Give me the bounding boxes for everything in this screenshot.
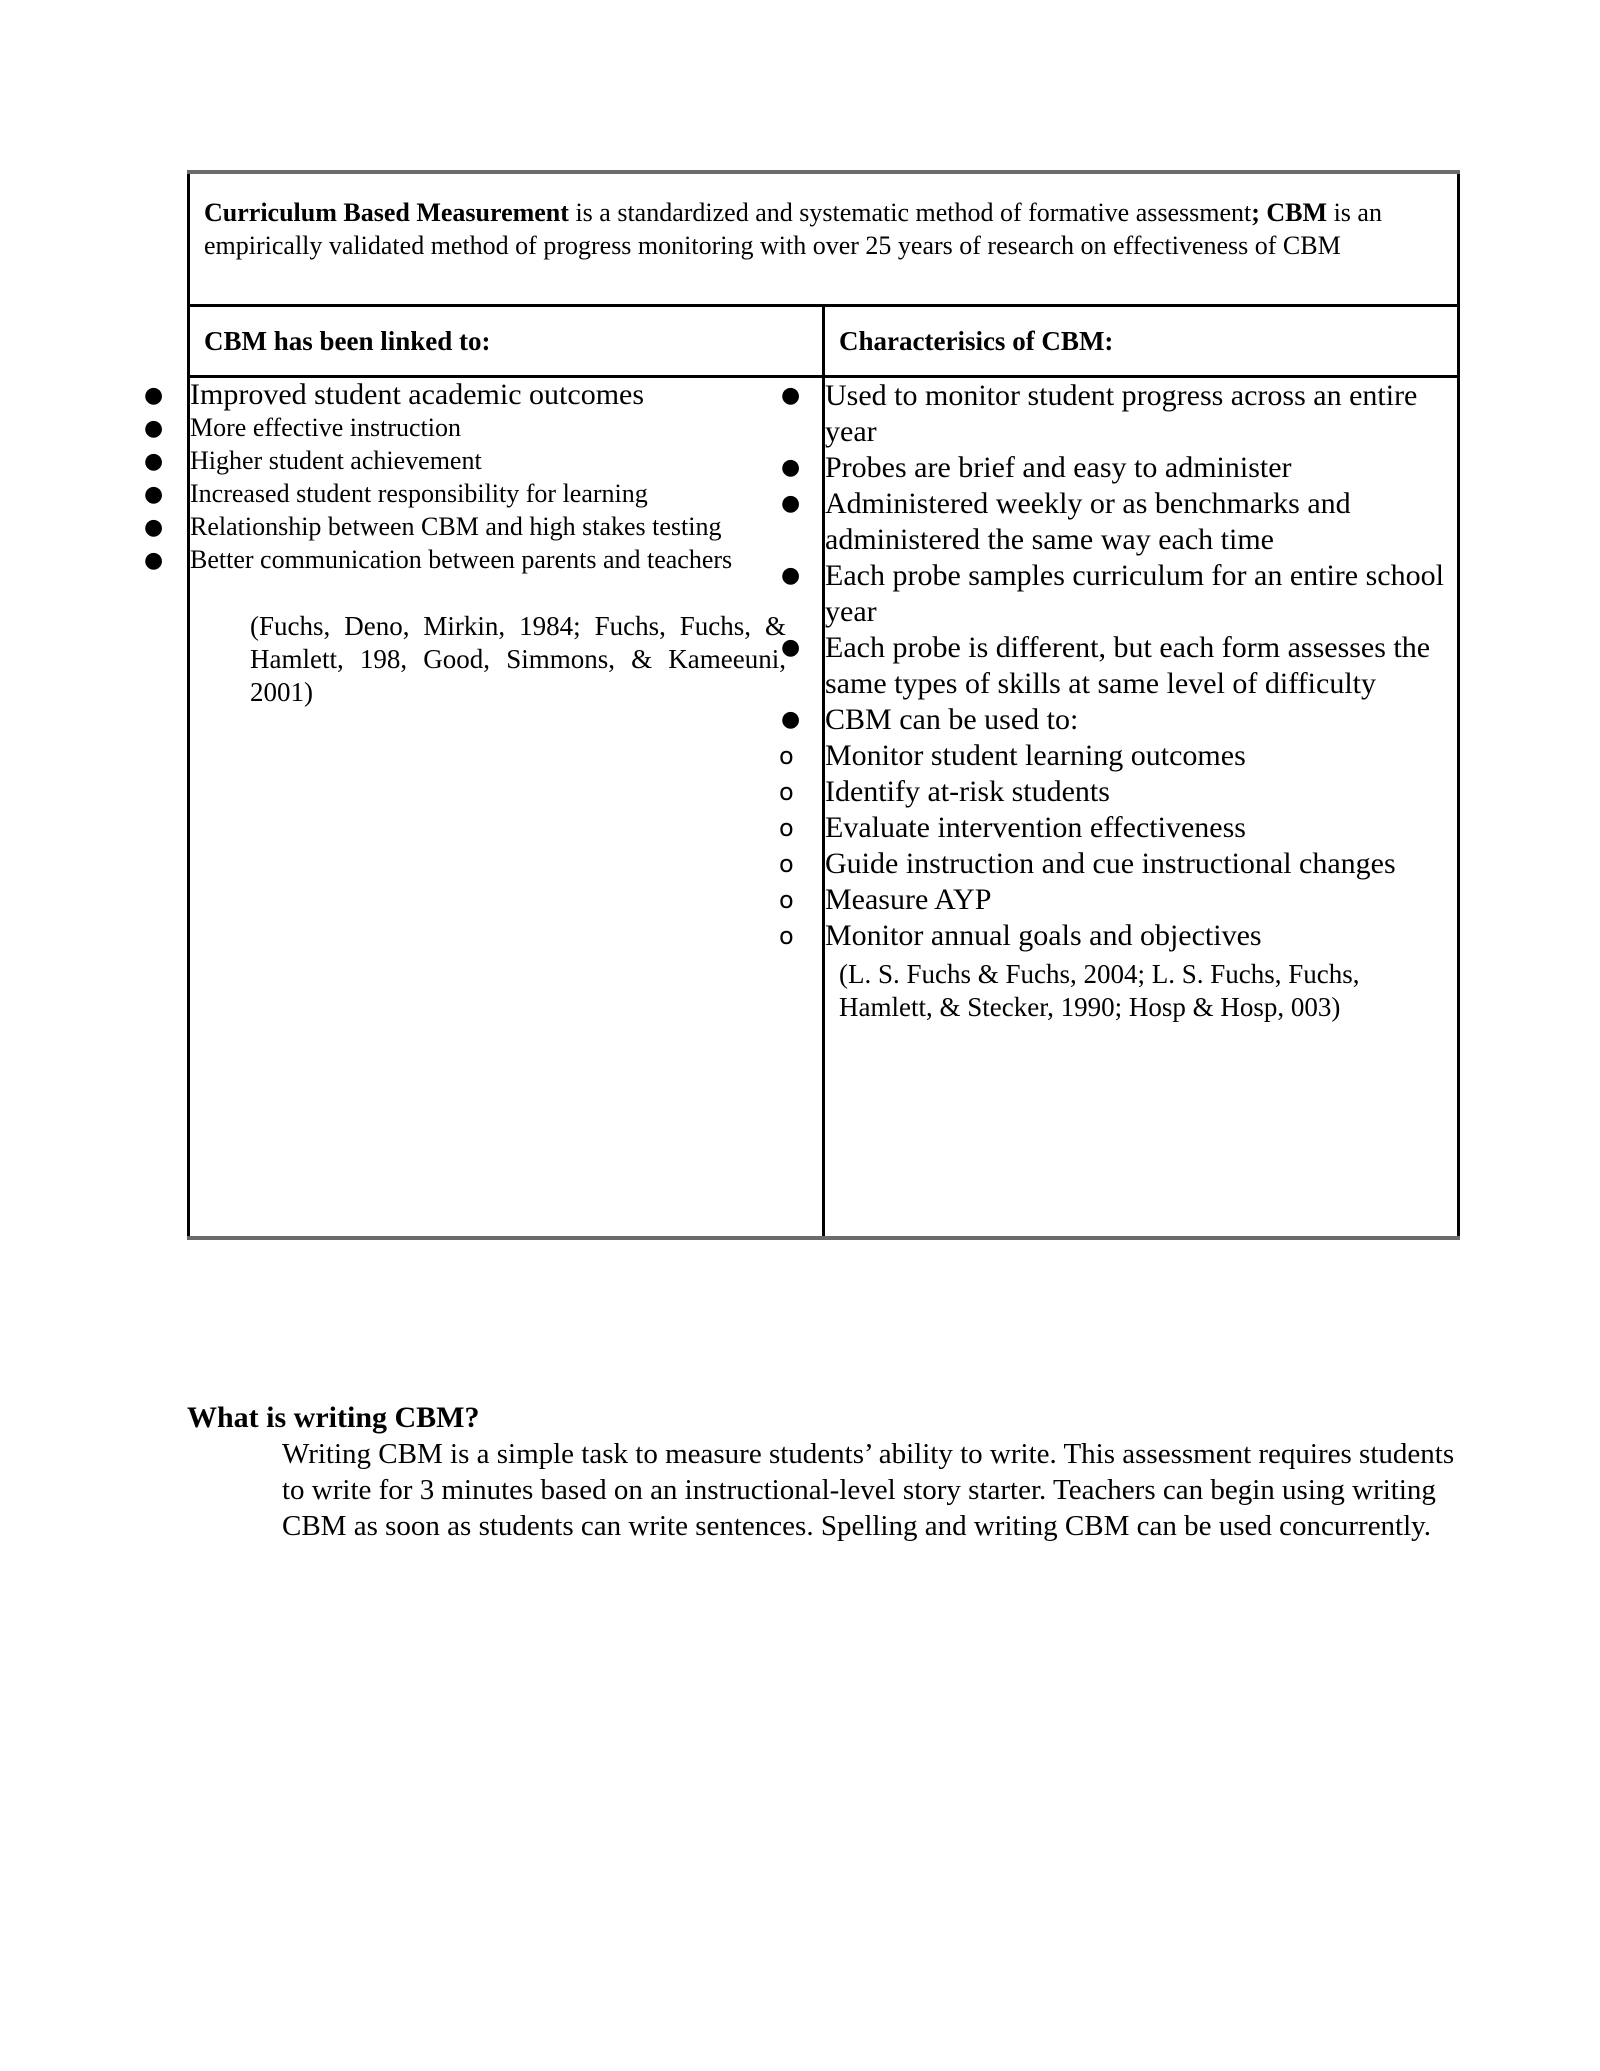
- bullet-icon: ●: [144, 482, 164, 507]
- bullet-icon: ●: [144, 449, 164, 474]
- list-item: ● CBM can be used to: o Monitor student learning outcomes o Identify at-risk students o Evaluate intervention effectiveness o Guide instruction and cue instructional changes o Measure AYP o Monitor annual goals and objectives: [825, 702, 1457, 954]
- cbm-table: [144, 170, 1460, 1240]
- bullet-icon: ●: [781, 383, 801, 408]
- list-item: ● Higher student achievement: [190, 444, 822, 477]
- circle-bullet-icon: o: [779, 850, 794, 878]
- bullet-icon: ●: [781, 455, 801, 480]
- sub-list-item: o Measure AYP: [779, 883, 992, 916]
- bullet-icon: ●: [781, 563, 801, 588]
- bullet-icon: ●: [144, 416, 164, 441]
- list-item: ● Each probe is different, but each form assesses the same types of skills at same level of difficulty: [781, 631, 1431, 700]
- list-item: ● Administered weekly or as benchmarks and administered the same way each time: [781, 487, 1351, 556]
- intro-text-1: is a standardized and systematic method of formative assessment: [568, 198, 1252, 227]
- circle-bullet-icon: o: [779, 778, 794, 806]
- intro-term: Curriculum Based Measurement: [204, 198, 569, 227]
- sub-list-item: o Identify at-risk students: [779, 775, 1110, 808]
- left-header: CBM has been linked to:: [204, 326, 491, 356]
- sub-list-item: o Guide instruction and cue instructional changes: [779, 847, 1396, 880]
- sub-list-item: o Monitor annual goals and objectives: [779, 919, 1262, 952]
- bullet-icon: ●: [144, 515, 164, 540]
- circle-bullet-icon: o: [779, 922, 794, 950]
- sub-list-item: o Monitor student learning outcomes: [779, 739, 1246, 772]
- list-item: ● Increased student responsibility for learning: [190, 477, 822, 510]
- left-body-cell: [144, 377, 824, 1239]
- bullet-icon: ●: [144, 548, 164, 573]
- bullet-icon: ●: [781, 635, 801, 660]
- intro-paragraph: [190, 174, 1457, 262]
- list-item: ● Better communication between parents and teachers: [190, 543, 822, 576]
- left-citation: (Fuchs, Deno, Mirkin, 1984; Fuchs, Fuchs, & Hamlett, 198, Good, Simmons, & Kameeuni, 2001): [250, 611, 786, 707]
- list-item: ● Probes are brief and easy to administer: [781, 451, 1292, 484]
- intro-cell: [189, 172, 1459, 306]
- list-item: ● Improved student academic outcomes: [144, 378, 645, 411]
- circle-bullet-icon: o: [779, 886, 794, 914]
- right-header: Characterisics of CBM:: [839, 326, 1114, 356]
- list-item: ● More effective instruction: [190, 411, 822, 444]
- right-header-cell: [824, 306, 1459, 377]
- section-body: Writing CBM is a simple task to measure students’ ability to write. This assessment requires students to write for 3 minutes based on an instructional-level story starter. Teachers can begin using writing CBM as soon as students can write sentences. Spelling and writing CBM can be used concurrently.: [282, 1438, 1455, 1542]
- uses-sublist: [779, 738, 1457, 954]
- characteristics-list: [779, 378, 1457, 954]
- bullet-icon: ●: [781, 491, 801, 516]
- right-citation: (L. S. Fuchs & Fuchs, 2004; L. S. Fuchs, Fuchs, Hamlett, & Stecker, 1990; Hosp & Hosp, 003): [839, 959, 1360, 1022]
- list-item: ● Relationship between CBM and high stakes testing: [190, 510, 822, 543]
- list-item: ● Used to monitor student progress across an entire year: [781, 379, 1418, 448]
- circle-bullet-icon: o: [779, 814, 794, 842]
- left-header-cell: [189, 306, 824, 377]
- linked-to-list: [144, 378, 822, 576]
- list-item: ● Each probe samples curriculum for an entire school year: [781, 559, 1444, 628]
- bullet-icon: ●: [781, 707, 801, 732]
- circle-bullet-icon: o: [779, 742, 794, 770]
- intro-text-2: is an empirically validated method of progress monitoring with over 25 years of research on effectiveness of CBM: [204, 198, 1382, 260]
- sub-list-item: o Evaluate intervention effectiveness: [779, 811, 1246, 844]
- bullet-icon: ●: [144, 383, 164, 408]
- intro-cbm: ; CBM: [1251, 198, 1328, 227]
- right-body-cell: [779, 377, 1459, 1239]
- section-heading: What is writing CBM?: [187, 1401, 480, 1434]
